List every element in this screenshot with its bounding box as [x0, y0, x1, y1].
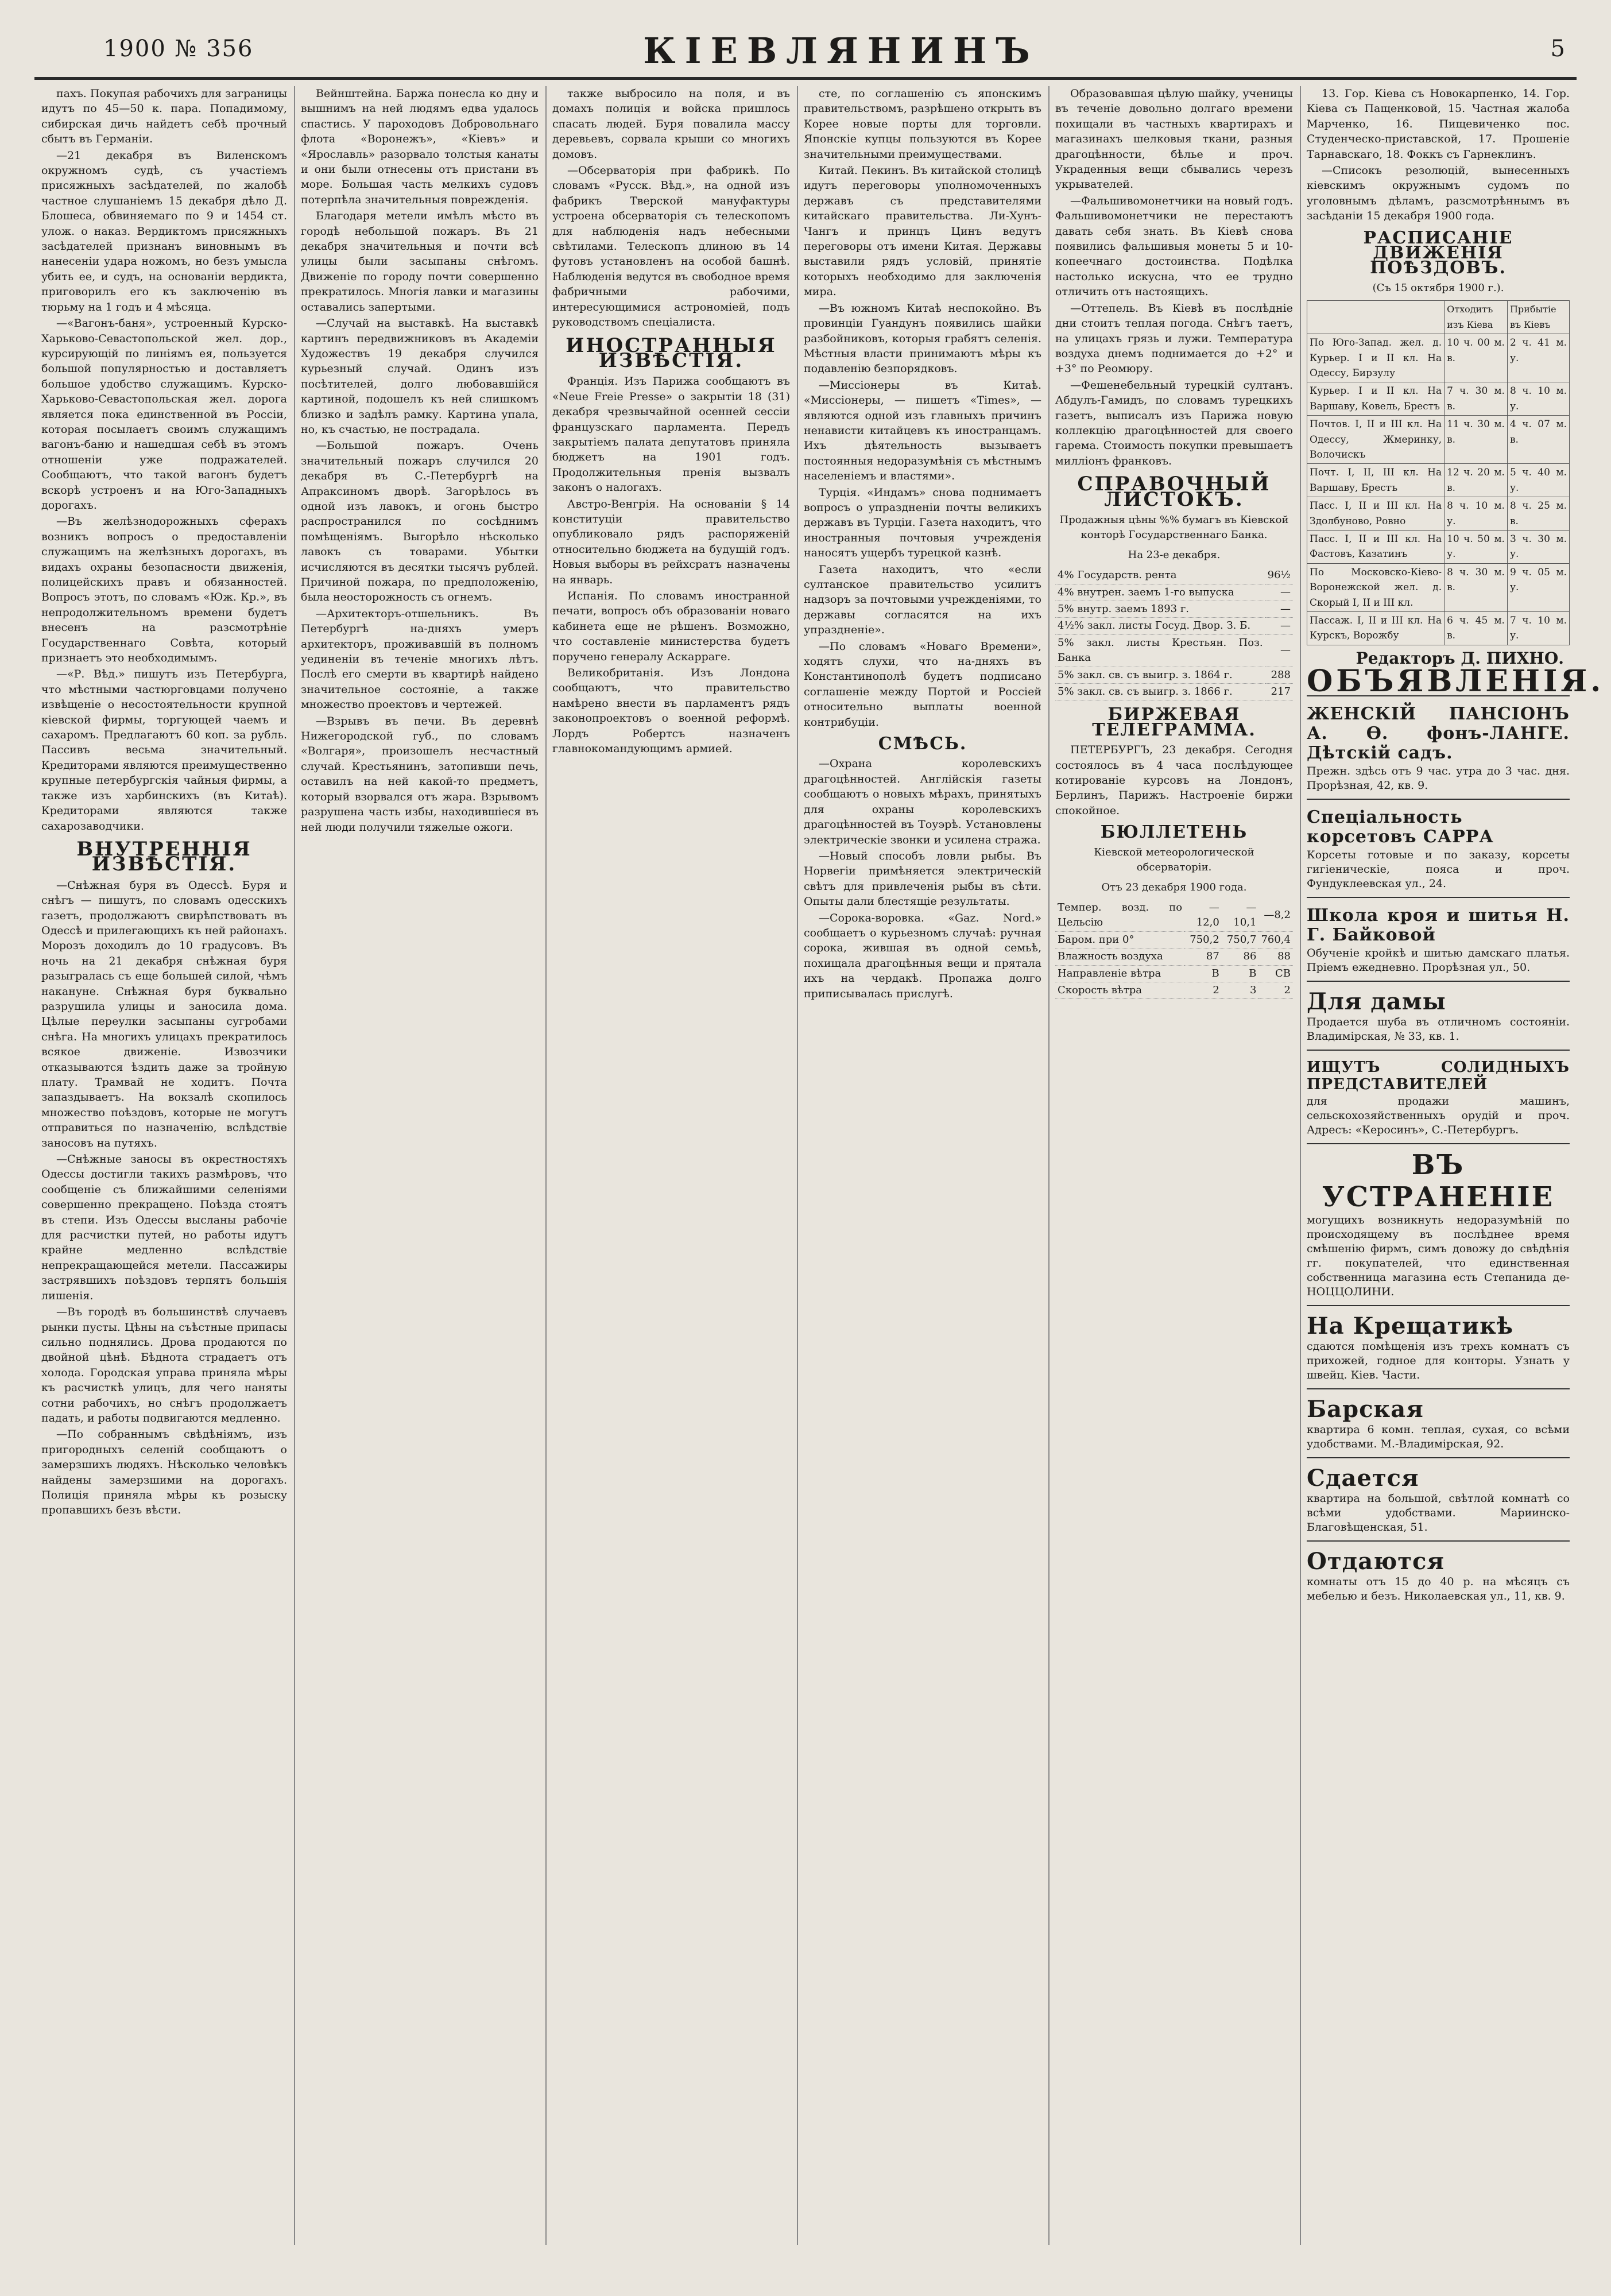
article-paragraph: —«Вагонъ-баня», устроенный Курско-Харьково-Севастопольской жел. дор., курсирующій по линіямъ ея, пользуется большой популярностью и доставляетъ большое удобство служащимъ. Курско-Харьково-Севастопольская жел. дорога является пока единственной въ Россіи, которая посылаетъ своимъ служащимъ вагонъ-баню и нашедшая себѣ въ этомъ отношеніи уже подражателей. Сообщаютъ, что такой вагонъ будетъ вскорѣ устроенъ и на Юго-Западныхъ дорогахъ. [41, 317, 287, 512]
weather-value: 2 [1258, 982, 1293, 998]
ad-headline: Барская [1307, 1395, 1424, 1423]
article-paragraph: —Случай на выставкѣ. На выставкѣ картинъ передвижниковъ въ Академіи Художествъ 19 декабря случился курьезный случай. Одинъ изъ посѣтителей, долго любовавшійся картиной, подошелъ къ ней слишкомъ близко и задѣлъ рамку. Картина упала, но, къ счастью, не пострадала. [301, 317, 539, 436]
article-paragraph: Китай. Пекинъ. Въ китайской столицѣ идутъ переговоры уполномоченныхъ державъ съ представителями китайскаго правительства. Ли-Хунъ-Чангъ и принцъ Цинъ ведутъ переговоры отъ имени Китая. Державы выставили рядъ условій, принятіе которыхъ необходимо для заключенія мира. [804, 164, 1041, 299]
weather-label: Направленіе вѣтра [1055, 965, 1184, 982]
column-divider [1048, 86, 1050, 2245]
article-paragraph: —Въ южномъ Китаѣ неспокойно. Въ провинціи Гуандунъ появились шайки разбойниковъ, которыя грабятъ селенія. Мѣстныя власти принимаютъ мѣры къ подавленію безпорядковъ. [804, 301, 1041, 375]
train-schedule-table [1307, 300, 1570, 645]
security-name: 5% закл. св. съ выигр. з. 1864 г. [1055, 667, 1265, 683]
weather-value: 750,2 [1184, 931, 1222, 948]
table-row [1307, 382, 1570, 416]
ad-text: Корсеты готовые и по заказу, корсеты гигіеническіе, пояса и проч. Фундуклеевская ул., 24. [1307, 848, 1570, 890]
article-paragraph: Австро-Венгрія. На основаніи § 14 конституціи правительство опубликовало рядъ распоряженій относительно бюджета на будущій годъ. Новыя выборы въ рейхсратъ назначены на январь. [552, 497, 790, 586]
weather-value: СВ [1258, 965, 1293, 982]
article-paragraph: также выбросило на поля, и въ домахъ полиція и войска пришлось спасать людей. Буря повалила массу деревьевъ, сорвала крыши со многихъ домовъ. [552, 87, 790, 161]
ad-headline: Сдается [1307, 1464, 1419, 1492]
article-paragraph: —Большой пожаръ. Очень значительный пожаръ случился 20 декабря въ С.-Петербургѣ на Апраксиномъ дворѣ. Загорѣлось въ одной изъ лавокъ, и огонь быстро распространился по сосѣднимъ помѣщеніямъ. Выгорѣло нѣсколько лавокъ съ товарами. Убытки исчисляются въ десятки тысячъ рублей. Причиной пожара, по предположенію, была неосторожность съ огнемъ. [301, 439, 539, 604]
weather-value: 88 [1258, 948, 1293, 965]
weather-value: 87 [1184, 948, 1222, 965]
advertisement [1307, 799, 1570, 897]
ad-headline: Спеціальность корсетовъ САРРА [1307, 807, 1494, 847]
article-paragraph: —По собраннымъ свѣдѣніямъ, изъ пригородныхъ селеній сообщаютъ о замерзшихъ людяхъ. Нѣсколько человѣкъ найдены замерзшими на дорогахъ. Полиція приняла мѣры къ розыску пропавшихъ безъ вѣсти. [41, 1428, 287, 1517]
article-paragraph: —Въ желѣзнодорожныхъ сферахъ возникъ вопросъ о предоставленіи служащимъ на желѣзныхъ дорогахъ, въ видахъ охраны безопасности движенія, полицейскихъ правъ и обязанностей. Вопросъ этотъ, по словамъ «Юж. Кр.», въ непродолжительномъ времени будетъ внесенъ на разсмотрѣніе Государственнаго Совѣта, который признаетъ это необходимымъ. [41, 515, 287, 665]
header-arrival: Прибытіе въ Кіевъ [1507, 301, 1569, 334]
security-price: 288 [1265, 667, 1293, 683]
advertisement [1307, 897, 1570, 981]
article-paragraph: —По словамъ «Новаго Времени», ходятъ слухи, что на-дняхъ въ Константинополѣ будетъ подписано соглашеніе между Портой и Россіей относительно выплаты военной контрибуціи. [804, 640, 1041, 729]
advertisement [1307, 981, 1570, 1050]
ad-headline: На Крещатикѣ [1307, 1312, 1514, 1339]
weather-value: —12,0 [1184, 900, 1222, 931]
weather-value: 750,7 [1222, 931, 1259, 948]
editor-signature: Редакторъ Д. ПИХНО. [1356, 648, 1564, 668]
bulletin-date: Отъ 23 декабря 1900 года. [1101, 881, 1247, 893]
table-row [1055, 634, 1293, 667]
ad-text: квартира 6 комн. теплая, сухая, со всѣми удобствами. М.-Владимірская, 92. [1307, 1423, 1570, 1450]
ad-text: могущихъ возникнуть недоразумѣній по происходящему въ послѣднее время смѣшенію фирмъ, симъ довожу до свѣдѣнія гг. покупателей, что единственная собственница магазина есть Степанида де-НОЦЦОЛИНИ. [1307, 1213, 1570, 1298]
weather-value: 3 [1222, 982, 1259, 998]
column-5 [1055, 86, 1293, 2245]
ad-headline: Школа кроя и шитья Н. Г. Байковой [1307, 905, 1570, 945]
security-name: 5% внутр. заемъ 1893 г. [1055, 601, 1265, 618]
header-cell [1307, 301, 1445, 334]
security-price: 217 [1265, 684, 1293, 700]
article-paragraph: —Взрывъ въ печи. Въ деревнѣ Нижегородской губ., по словамъ «Волгаря», произошелъ несчастный случай. Крестьянинъ, затопивши печь, оставилъ на ней какой-то предметъ, который взорвался отъ жара. Взрывомъ разрушена часть избы, находившіеся въ ней люди получили тяжелые ожоги. [301, 714, 539, 834]
reference-date: На 23-е декабря. [1128, 548, 1221, 561]
ad-text: квартира на большой, свѣтлой комнатѣ со всѣми удобствами. Мариинско-Благовѣщенская, 51. [1307, 1492, 1570, 1534]
advertisement [1307, 1050, 1570, 1143]
article-paragraph: —Обсерваторія при фабрикѣ. По словамъ «Русск. Вѣд.», на одной изъ фабрикъ Тверской мануфактуры устроена обсерваторія съ телескопомъ для наблюденія надъ небесными свѣтилами. Телескопъ длиною въ 14 футовъ установленъ на особой башнѣ. Наблюденія ведутся въ свободное время фабричными рабочими, интересующимися астрономіей, подъ руководствомъ спеціалиста. [552, 164, 790, 329]
train-departure: 6 ч. 45 м. в. [1445, 612, 1508, 645]
table-row [1055, 900, 1293, 931]
train-schedule-subtitle: (Съ 15 октября 1900 г.). [1372, 281, 1504, 294]
table-row [1055, 667, 1293, 683]
table-row [1307, 464, 1570, 497]
train-departure: 8 ч. 10 м. у. [1445, 497, 1508, 531]
issue-date: 1900 № 356 [103, 36, 254, 62]
section-heading-misc: СМѢСЬ. [878, 734, 967, 754]
train-arrival: 4 ч. 07 м. в. [1507, 416, 1569, 464]
weather-table [1055, 900, 1293, 999]
train-route: По Московско-Кіево-Воронежской жел. д. Скорый I, II и III кл. [1307, 563, 1445, 611]
weather-value: 86 [1222, 948, 1259, 965]
table-row [1055, 965, 1293, 982]
column-4 [804, 86, 1041, 2245]
train-route: Почтов. I, II и III кл. На Одессу, Жмеринку, Волочискъ [1307, 416, 1445, 464]
section-heading-reference: СПРАВОЧНЫЙ ЛИСТОКЪ. [1077, 473, 1271, 511]
article-paragraph: Благодаря метели имѣлъ мѣсто въ городѣ небольшой пожаръ. Въ 21 декабря значительныя и почти всѣ улицы были засыпаны снѣгомъ. Движеніе по городу почти совершенно прекратилось. Многія лавки и магазины оставались запертыми. [301, 210, 539, 313]
page-header [34, 30, 1577, 72]
table-row [1055, 567, 1293, 584]
article-paragraph: —Фешенебельный турецкій султанъ. Абдулъ-Гамидъ, по словамъ турецкихъ газетъ, выписалъ изъ Парижа новую коллекцію драгоцѣнностей для своего гарема. Стоимость покупки превышаетъ милліонъ франковъ. [1055, 378, 1293, 467]
train-arrival: 3 ч. 30 м. у. [1507, 530, 1569, 563]
train-departure: 10 ч. 00 м. в. [1445, 334, 1508, 382]
section-heading-domestic: ВНУТРЕННІЯ ИЗВѢСТІЯ. [76, 837, 252, 876]
bulletin-heading: БЮЛЛЕТЕНЬ [1100, 822, 1248, 843]
table-row [1307, 612, 1570, 645]
ad-text: сдаются помѣщенія изъ трехъ комнатъ съ прихожей, годное для конторы. Узнать у швейц. Кіев. Части. [1307, 1339, 1570, 1381]
security-name: 4% Государств. рента [1055, 567, 1265, 584]
article-paragraph: 13. Гор. Кіева съ Новокарпенко, 14. Гор. Кіева съ Пащенковой, 15. Частная жалоба Марченко, 16. Пищевиченко пос. Студенческо-приставской, 17. Прошеніе Тарнавскаго, 18. Фоккъ съ Гарнеклинъ. [1307, 87, 1570, 161]
exchange-telegram-heading: БИРЖЕВАЯ ТЕЛЕГРАММА. [1092, 704, 1256, 740]
train-route: Пасс. I, II и III кл. На Фастовъ, Казатинъ [1307, 530, 1445, 563]
section-heading-foreign: ИНОСТРАННЫЯ ИЗВѢСТІЯ. [566, 334, 777, 372]
article-paragraph: сте, по соглашенію съ японскимъ правительствомъ, разрѣшено открыть въ Корее новые порты для торговли. Японскіе купцы пользуются въ Корее значительными преимуществами. [804, 87, 1041, 161]
train-arrival: 9 ч. 05 м. у. [1507, 563, 1569, 611]
article-paragraph: —Миссіонеры въ Китаѣ. «Миссіонеры, — пишетъ «Times», — являются одной изъ главныхъ причинъ ненависти китайцевъ къ иностранцамъ. Ихъ дѣятельность вызываетъ постоянныя недоразумѣнія съ мѣстнымъ населеніемъ и властями». [804, 378, 1041, 483]
ad-text: Прежн. здѣсь отъ 9 час. утра до 3 час. дня. Прорѣзная, 42, кв. 9. [1307, 764, 1570, 792]
article-paragraph: —Оттепель. Въ Кіевѣ въ послѣдніе дни стоитъ теплая погода. Снѣгъ таетъ, на улицахъ грязь и лужи. Температура воздуха днемъ поднимается до +2° и +3° по Реомюру. [1055, 301, 1293, 375]
weather-label: Влажность воздуха [1055, 948, 1184, 965]
advertisement [1307, 1540, 1570, 1609]
security-name: 4½% закл. листы Госуд. Двор. З. Б. [1055, 618, 1265, 634]
train-arrival: 8 ч. 10 м. у. [1507, 382, 1569, 416]
weather-value: 760,4 [1258, 931, 1293, 948]
advertisement [1307, 1388, 1570, 1457]
article-paragraph: Турція. «Индамъ» снова поднимаетъ вопросъ о упраздненіи почты великихъ державъ въ Турціи. Газета находитъ, что иностранныя почтовыя учрежденія наносятъ ущербъ турецкой казнѣ. [804, 486, 1041, 560]
column-2 [301, 86, 539, 2245]
bulletin-subtitle: Кіевской метеорологической обсерваторіи. [1094, 846, 1254, 874]
weather-value: —8,2 [1258, 900, 1293, 931]
table-row [1055, 684, 1293, 700]
train-schedule-heading: РАСПИСАНІЕ ДВИЖЕНІЯ ПОѢЗДОВЪ. [1363, 227, 1513, 278]
article-paragraph: Газета находитъ, что «если султанское правительство усилитъ надзоръ за почтовыми учрежденіями, то державы согласятся на ихъ упраздненіе». [804, 563, 1041, 637]
train-departure: 10 ч. 50 м. у. [1445, 530, 1508, 563]
train-route: По Юго-Запад. жел. д. Курьер. I и II кл. На Одессу, Бирзулу [1307, 334, 1445, 382]
advertisement [1307, 1305, 1570, 1388]
article-paragraph: Великобританія. Изъ Лондона сообщаютъ, что правительство намѣрено внести въ парламентъ рядъ законопроектовъ о военной реформѣ. Лордъ Робертсъ назначенъ главнокомандующимъ армией. [552, 667, 790, 756]
train-route: Курьер. I и II кл. На Варшаву, Ковель, Брестъ [1307, 382, 1445, 416]
article-paragraph: Образовавшая цѣлую шайку, ученицы въ теченіе довольно долгаго времени похищали въ частныхъ квартирахъ и магазинахъ шелковыя ткани, разныя драгоцѣнности, бѣлье и проч. Украденныя вещи сбывались черезъ укрывателей. [1055, 87, 1293, 191]
column-1 [41, 86, 287, 2245]
security-name: 5% закл. листы Крестьян. Поз. Банка [1055, 634, 1265, 667]
article-paragraph: —Снѣжная буря въ Одессѣ. Буря и снѣгъ — пишутъ, по словамъ одесскихъ газетъ, продолжаютъ свирѣпствовать въ Одессѣ и прилегающихъ къ ней районахъ. Морозъ доходилъ до 10 градусовъ. Въ ночь на 21 декабря снѣжная буря разыгралась съ еще большей силой, чѣмъ накануне. Снѣжная буря буквально разрушила улицы и заносила дома. Цѣлые переулки засыпаны сугробами снѣга. На многихъ улицахъ прекратилось всякое движеніе. Извозчики отказываются ѣздить даже за тройную плату. Трамвай не ходитъ. Почта запаздываетъ. На вокзалѣ скопилось множество поѣздовъ, которые не могутъ отправиться по назначенію, вслѣдствіе заносовъ на путяхъ. [41, 878, 287, 1149]
train-route: Почт. I, II, III кл. На Варшаву, Брестъ [1307, 464, 1445, 497]
advertisement [1307, 695, 1570, 799]
article-paragraph: —Снѣжные заносы въ окрестностяхъ Одессы достигли такихъ размѣровъ, что сообщеніе съ ближайшими селеніями совершенно прекращено. Поѣзда стоятъ въ степи. Изъ Одессы высланы рабочіе для расчистки путей, но работы идутъ крайне медленно вслѣдствіе непрекращающейся метели. Пассажиры застрявшихъ поѣздовъ терпятъ большія лишенія. [41, 1153, 287, 1302]
train-departure: 12 ч. 20 м. в. [1445, 464, 1508, 497]
security-name: 5% закл. св. съ выигр. з. 1866 г. [1055, 684, 1265, 700]
security-price: — [1265, 634, 1293, 667]
weather-label: Скорость вѣтра [1055, 982, 1184, 998]
column-divider [797, 86, 798, 2245]
article-paragraph: —Списокъ резолюцій, вынесенныхъ кіевскимъ окружнымъ судомъ по уголовнымъ дѣламъ, разсмотрѣннымъ въ засѣданіи 15 декабря 1900 года. [1307, 164, 1570, 223]
train-arrival: 2 ч. 41 м. у. [1507, 334, 1569, 382]
ad-headline: ЖЕНСКІЙ ПАНСІОНЪ А. Ѳ. фонъ-ЛАНГЕ. Дѣтскій садъ. [1307, 703, 1570, 763]
article-paragraph: пахъ. Покупая рабочихъ для заграницы идутъ по 45—50 к. пара. Попадимому, сибирская дичь найдетъ себѣ прочный сбытъ въ Германіи. [41, 87, 287, 146]
train-departure: 7 ч. 30 м. в. [1445, 382, 1508, 416]
advertisement-large [1307, 1143, 1570, 1305]
weather-label: Темпер. возд. по Цельсію [1055, 900, 1184, 931]
article-paragraph: —«Р. Вѣд.» пишутъ изъ Петербурга, что мѣстными частюрговцами получено извѣщеніе о несостоятельности крупной кіевской фирмы, торгующей чаемъ и сахаромъ. Предлагаютъ 60 коп. за рубль. Пассивъ весьма значительный. Кредиторами являются преимущественно крупные петербургскія чайныя фирмы, а также изъ харбинскихъ (въ Китаѣ). Кредиторами являются также сахарозаводчики. [41, 668, 287, 833]
article-paragraph: —Новый способъ ловли рыбы. Въ Норвегіи примѣняется электрическій свѣтъ для привлеченія рыбы въ сѣти. Опыты дали блестящіе результаты. [804, 849, 1041, 908]
security-price: — [1265, 601, 1293, 618]
table-row [1055, 948, 1293, 965]
table-row [1055, 601, 1293, 618]
article-paragraph: —Архитекторъ-отшельникъ. Въ Петербургѣ на-дняхъ умеръ архитекторъ, проживавшій въ полномъ уединеніи въ теченіе многихъ лѣтъ. Послѣ его смерти въ квартирѣ найдено значительное состояніе, а также множество проектовъ и чертежей. [301, 607, 539, 711]
ads-heading: ОБЪЯВЛЕНІЯ. [1307, 664, 1605, 699]
article-paragraph: Вейнштейна. Баржа понесла ко дну и вышнимъ на ней людямъ едва удалось спастись. У пароходовъ Добровольнаго флота «Воронежъ», «Кіевъ» и «Ярославль» разорвало толстыя канаты и они были отнесены отъ пристани въ море. Большая часть мелкихъ судовъ потерпѣла значительныя поврежденія. [301, 87, 539, 206]
article-paragraph: —Фальшивомонетчики на новый годъ. Фальшивомонетчики не перестаютъ давать себя знать. Въ Кіевѣ снова появились фальшивыя монеты 5 и 10-копеечнаго достоинства. Подѣлка настолько искусна, что ее трудно отличить отъ настоящихъ. [1055, 194, 1293, 299]
train-route: Пасс. I, II и III кл. На Здолбуново, Ровно [1307, 497, 1445, 531]
weather-value: —10,1 [1222, 900, 1259, 931]
table-row [1055, 584, 1293, 601]
table-row [1307, 563, 1570, 611]
ad-text: Обученіе кройкѣ и шитью дамскаго платья. Пріемъ ежедневно. Прорѣзная ул., 50. [1307, 946, 1570, 974]
reference-subtitle: Продажныя цѣны %% бумагъ въ Кіевской конторѣ Государственнаго Банка. [1059, 513, 1289, 541]
weather-value: В [1222, 965, 1259, 982]
table-row [1055, 618, 1293, 634]
security-name: 4% внутрен. заемъ 1-го выпуска [1055, 584, 1265, 601]
security-price: — [1265, 584, 1293, 601]
column-6 [1307, 86, 1605, 2245]
security-price: — [1265, 618, 1293, 634]
ad-headline: ИЩУТЪ СОЛИДНЫХЪ ПРЕДСТАВИТЕЛЕЙ [1307, 1058, 1570, 1093]
article-paragraph: —Въ городѣ въ большинствѣ случаевъ рынки пусты. Цѣны на съѣстные припасы сильно поднялись. Дрова продаются по двойной цѣнѣ. Бѣднота страдаетъ отъ холода. Городская управа приняла мѣры къ расчисткѣ улицъ, для чего наняты сотни рабочихъ, но снѣгъ продолжаетъ падать, и работы подвигаются медленно. [41, 1306, 287, 1424]
column-3 [552, 86, 790, 2245]
column-divider [1300, 86, 1301, 2245]
header-rule [34, 77, 1577, 80]
ad-text: комнаты отъ 15 до 40 р. на мѣсяцъ съ мебелью и безъ. Николаевская ул., 11, кв. 9. [1307, 1575, 1570, 1602]
table-row [1307, 334, 1570, 382]
train-departure: 11 ч. 30 м. в. [1445, 416, 1508, 464]
article-paragraph: Испанія. По словамъ иностранной печати, вопросъ объ образованіи новаго кабинета еще не рѣшенъ. Возможно, что составленіе министерства будетъ поручено генералу Аскарраге. [552, 590, 790, 663]
article-paragraph: —21 декабря въ Виленскомъ окружномъ судѣ, съ участіемъ присяжныхъ засѣдателей, по жалобѣ частное слушаніемъ 15 декабря дѣло Д. Блошеса, обвиняемаго по 9 и 1454 ст. улож. о наказ. Вердиктомъ присяжныхъ засѣдателей признанъ виновнымъ въ нанесеніи удара ножомъ, но безъ умысла убить ее, и судъ, на основаніи вердикта, приговорилъ его къ заключенію въ тюрьму на 1 годъ и 4 мѣсяца. [41, 149, 287, 313]
table-row [1055, 982, 1293, 998]
table-header-row [1307, 301, 1570, 334]
newspaper-title: КІЕВЛЯНИНЪ [643, 30, 1039, 72]
ad-text: Продается шуба въ отличномъ состояніи. Владимірская, № 33, кв. 1. [1307, 1015, 1570, 1043]
article-paragraph: —Охрана королевскихъ драгоцѣнностей. Англійскія газеты сообщаютъ о новыхъ мѣрахъ, принятыхъ для охраны королевскихъ драгоцѣнностей въ Тоуэрѣ. Установлены электрическіе звонки и усилена стража. [804, 757, 1041, 846]
train-route: Пассаж. I, II и III кл. На Курскъ, Ворожбу [1307, 612, 1445, 645]
weather-value: В [1184, 965, 1222, 982]
ad-text: для продажи машинъ, сельскохозяйственныхъ орудій и проч. Адресъ: «Керосинъ», С.-Петербургъ. [1307, 1094, 1570, 1136]
table-row [1307, 416, 1570, 464]
train-departure: 8 ч. 30 м. в. [1445, 563, 1508, 611]
weather-label: Баром. при 0° [1055, 931, 1184, 948]
article-paragraph: ПЕТЕРБУРГЪ, 23 декабря. Сегодня состоялось въ 4 часа послѣдующее котированіе курсовъ на Лондонъ, Берлинъ, Парижъ. Настроеніе биржи спокойное. [1055, 744, 1293, 817]
security-price: 96½ [1265, 567, 1293, 584]
article-paragraph: Франція. Изъ Парижа сообщаютъ въ «Neue Freie Presse» о закрытіи 18 (31) декабря чрезвычайной осенней сессіи французскаго парламента. Передъ закрытіемъ палата депутатовъ приняла бюджетъ на 1901 годъ. Продолжительныя пренія вызвалъ законъ о налогахъ. [552, 375, 790, 494]
table-row [1055, 931, 1293, 948]
table-row [1307, 497, 1570, 531]
page-number: 5 [1550, 36, 1565, 62]
column-divider [294, 86, 295, 2245]
weather-value: 2 [1184, 982, 1222, 998]
ad-headline: Отдаются [1307, 1547, 1445, 1575]
train-arrival: 5 ч. 40 м. у. [1507, 464, 1569, 497]
article-paragraph: —Сорока-воровка. «Gaz. Nord.» сообщаетъ о курьезномъ случаѣ: ручная сорока, жившая въ одной семьѣ, похищала драгоцѣнныя вещи и прятала ихъ на чердакѣ. Пропажа долго приписывалась прислугѣ. [804, 911, 1041, 1000]
column-divider [545, 86, 547, 2245]
advertisement [1307, 1457, 1570, 1540]
train-arrival: 7 ч. 10 м. у. [1507, 612, 1569, 645]
train-arrival: 8 ч. 25 м. в. [1507, 497, 1569, 531]
ad-headline: Для дамы [1307, 988, 1446, 1015]
securities-table [1055, 567, 1293, 700]
ad-big-headline: ВЪ УСТРАНЕНІЕ [1322, 1148, 1555, 1213]
table-row [1307, 530, 1570, 563]
header-departure: Отходитъ изъ Кіева [1445, 301, 1508, 334]
